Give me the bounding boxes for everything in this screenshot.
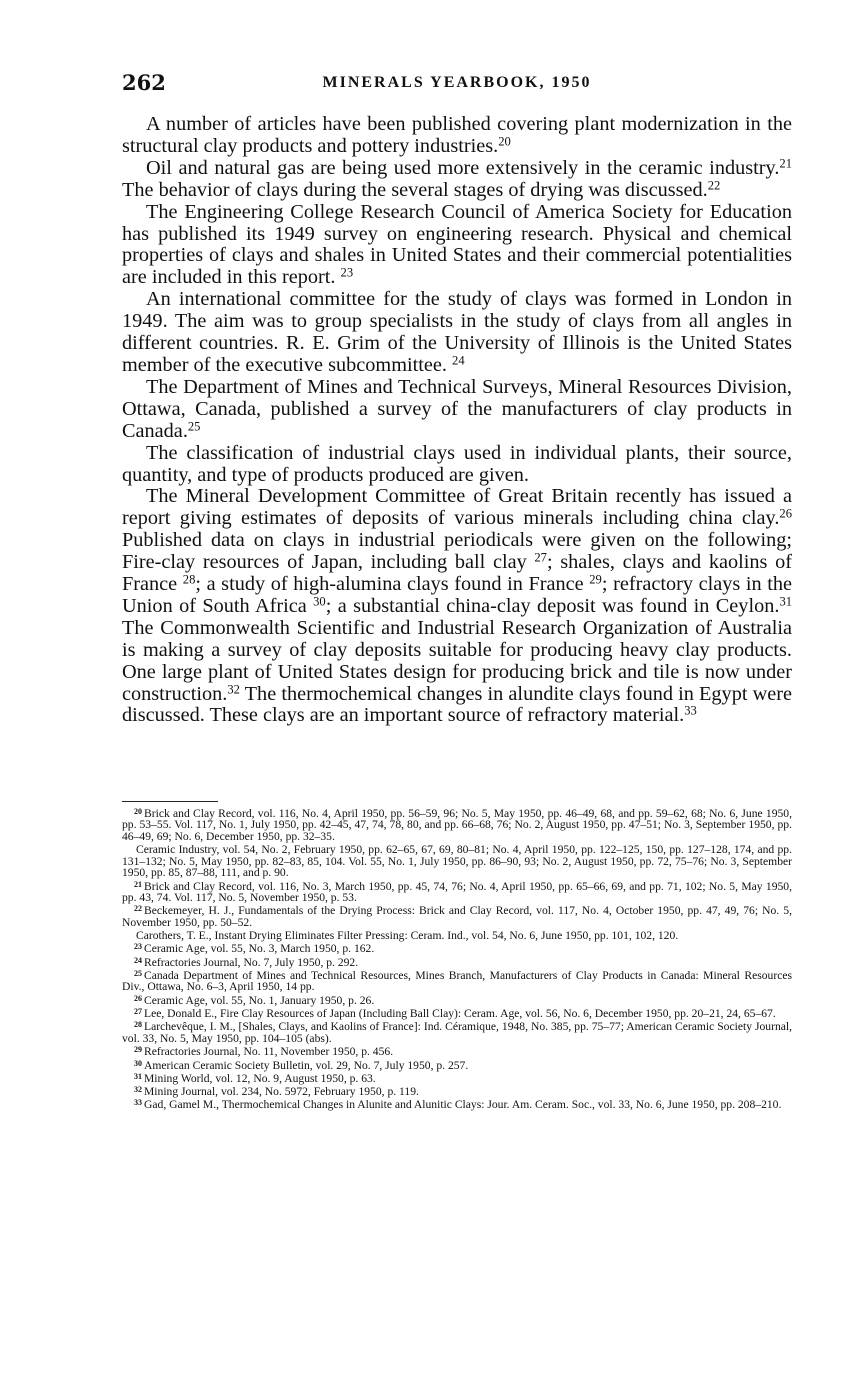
paragraph <box>122 202 792 290</box>
footnote-number: 25 <box>134 969 142 979</box>
paragraph <box>122 486 792 727</box>
footnote-ref: 20 <box>498 134 511 149</box>
footnote <box>122 1084 792 1097</box>
paragraph-text: The classification of industrial clays used in individual plants, their source, quantity, and type of products produced are given. <box>122 441 792 486</box>
footnote-ref: 25 <box>187 419 201 434</box>
footnote-ref: 29 <box>589 572 602 587</box>
paragraph-text: ; a substantial china-clay deposit was found in Ceylon. <box>325 594 780 617</box>
paragraph-text: A number of articles have been published covering plant modernization in the structural clay products and pottery industries. <box>122 113 792 157</box>
footnote <box>122 1058 792 1071</box>
running-header <box>122 70 792 98</box>
paragraph <box>122 158 792 202</box>
footnote-ref: 30 <box>313 594 326 609</box>
footnote <box>122 903 792 928</box>
footnote <box>122 806 792 842</box>
paragraph-text: The Department of Mines and Technical Surveys, Mineral Resources Division, Ottawa, Canada, published a survey of the manufacturers of clay products in Canada. <box>122 375 792 442</box>
footnote-ref: 21 <box>779 156 792 171</box>
footnote-number: 30 <box>134 1058 142 1068</box>
footnote-ref: 26 <box>779 507 792 522</box>
paragraph <box>122 377 792 443</box>
footnote-divider <box>122 801 218 802</box>
paragraph-text: The thermochemical changes in alundite clays found in Egypt were discussed. These clays are an important source of refractory material. <box>122 682 792 727</box>
paragraph-text: The Mineral Development Committee of Great Britain recently has issued a report giving estimates of deposits of various minerals including china clay. <box>122 485 792 530</box>
page-number: 262 <box>122 70 166 95</box>
paragraph <box>122 114 792 158</box>
footnote-number: 20 <box>134 807 142 816</box>
paragraph-text: Oil and natural gas are being used more extensively in the ceramic industry. <box>146 156 780 179</box>
footnote-number: 22 <box>134 904 142 914</box>
footnote-text: Ceramic Age, vol. 55, No. 1, January 1950, p. 26. <box>144 993 375 1007</box>
footnote <box>122 1097 792 1110</box>
footnote <box>122 1006 792 1019</box>
footnote-text: Brick and Clay Record, vol. 116, No. 3, March 1950, pp. 45, 74, 76; No. 4, April 1950, pp. 65–66, 69, and pp. 71, 102; No. 5, May 1950, pp. 43, 74. Vol. 117, No. 5, November 1950, p. 53. <box>122 879 792 904</box>
footnote-text: American Ceramic Society Bulletin, vol. 29, No. 7, July 1950, p. 257. <box>144 1058 469 1072</box>
footnote <box>122 993 792 1006</box>
footnote-text: Ceramic Age, vol. 55, No. 3, March 1950, p. 162. <box>144 942 375 956</box>
footnote-text: Canada Department of Mines and Technical Resources, Mines Branch, Manufacturers of Clay Products in Canada: Mineral Resources Div., Ottawa, No. 6–3, April 1950, 14 pp. <box>122 968 792 994</box>
footnote-number: 26 <box>134 993 142 1003</box>
footnote-number: 32 <box>134 1085 142 1095</box>
footnote-number: 29 <box>134 1045 142 1055</box>
page-title: MINERALS YEARBOOK, 1950 <box>322 74 592 91</box>
footnote-text: Gad, Gamel M., Thermochemical Changes in Alunite and Alunitic Clays: Jour. Am. Ceram. Soc., vol. 33, No. 6, June 1950, pp. 208–210. <box>144 1098 782 1112</box>
paragraph-text: The behavior of clays during the several stages of drying was discussed. <box>122 178 708 201</box>
footnote-number: 31 <box>134 1071 142 1081</box>
footnote-ref: 23 <box>340 266 354 281</box>
footnote <box>122 1044 792 1057</box>
footnote-text: Carothers, T. E., Instant Drying Eliminates Filter Pressing: Ceram. Ind., vol. 54, No. 6, June 1950, pp. 101, 102, 120. <box>136 928 679 942</box>
footnote <box>122 1019 792 1044</box>
paragraph-text: ; shales, clays and kaolins of France <box>122 551 792 596</box>
footnote <box>122 1071 792 1084</box>
body-text <box>122 114 792 727</box>
footnote-number: 27 <box>134 1007 142 1017</box>
footnote-ref: 27 <box>534 550 547 565</box>
footnote <box>122 842 792 878</box>
footnote-text: Brick and Clay Record, vol. 116, No. 4, April 1950, pp. 56–59, 96; No. 5, May 1950, pp. 46–49, 68, and pp. 59–62, 68; No. 6, June 1950, pp. 53–55. Vol. 117, No. 1, July 1950, pp. 42–45, 47, 74, 78, 80, and pp. 66–68, 76; No. 2, August 1950, pp. 47–51; No. 3, September 1950, pp. 46–49, 69; No. 6, December 1950, pp. 32–35. <box>122 806 792 843</box>
paragraph <box>122 289 792 377</box>
footnote-text: Ceramic Industry, vol. 54, No. 2, February 1950, pp. 62–65, 67, 69, 80–81; No. 4, April 1950, pp. 122–125, 150, pp. 127–128, 174, and pp. 131–132; No. 5, May 1950, pp. 82–83, 85, 104. Vol. 55, No. 1, July 1950, pp. 86–90, 93; No. 2, August 1950, pp. 72, 75–76; No. 3, September 1950, pp. 85, 87–88, 111, and p. 90. <box>122 843 792 880</box>
footnote-number: 33 <box>134 1098 142 1108</box>
footnote-text: Refractories Journal, No. 11, November 1950, p. 456. <box>144 1045 394 1059</box>
footnote-text: Larchevêque, I. M., [Shales, Clays, and Kaolins of France]: Ind. Céramique, 1948, No. 385, pp. 75–77; American Ceramic Society Journal, vol. 33, No. 5, May 1950, pp. 104–105 (abs). <box>122 1020 792 1045</box>
footnote <box>122 941 792 954</box>
paragraph <box>122 443 792 487</box>
footnote-ref: 28 <box>182 572 196 587</box>
footnote-text: Beckemeyer, H. J., Fundamentals of the Drying Process: Brick and Clay Record, vol. 117, No. 4, October 1950, pp. 47, 49, 76; No. 5, November 1950, pp. 50–52. <box>122 904 792 929</box>
paragraph-text: Published data on clays in industrial periodicals were given on the following; Fire-clay resources of Japan, including ball clay <box>122 529 792 574</box>
footnote <box>122 955 792 968</box>
footnote-number: 24 <box>134 955 142 965</box>
paragraph-text: The Engineering College Research Council of America Society for Education has published its 1949 survey on engineering research. Physical and chemical properties of clays and shales in United States and their commercial potentialities are included in this report. <box>122 200 792 289</box>
paragraph-text: The Commonwealth Scientific and Industrial Research Organization of Australia is making a survey of clay deposits suitable for producing heavy clay products. One large plant of United States design for producing brick and tile is now under construction. <box>122 616 792 705</box>
footnote-ref: 22 <box>707 178 721 193</box>
footnote-ref: 24 <box>452 353 465 368</box>
footnote-number: 21 <box>134 879 142 889</box>
footnote-number: 23 <box>134 942 142 952</box>
footnote-text: Refractories Journal, No. 7, July 1950, p. 292. <box>144 955 359 969</box>
footnote <box>122 928 792 941</box>
footnote-number: 28 <box>134 1020 142 1030</box>
paragraph-text: An international committee for the study of clays was formed in London in 1949. The aim was to group specialists in the study of clays from all angles in different countries. R. E. Grim of the University of Illinois is the United States member of the executive subcommittee. <box>122 288 792 376</box>
footnote <box>122 968 792 993</box>
footnote-ref: 33 <box>684 704 697 719</box>
footnote <box>122 879 792 904</box>
footnote-ref: 31 <box>779 594 793 609</box>
footnotes <box>122 806 792 1111</box>
paragraph-text: ; refractory clays in the Union of South Africa <box>122 573 793 617</box>
paragraph-text: ; a study of high-alumina clays found in France <box>195 573 590 596</box>
footnote-ref: 32 <box>227 682 240 697</box>
footnote-text: Mining Journal, vol. 234, No. 5972, February 1950, p. 119. <box>144 1084 419 1098</box>
footnote-text: Mining World, vol. 12, No. 9, August 1950, p. 63. <box>144 1071 376 1085</box>
footnote-text: Lee, Donald E., Fire Clay Resources of Japan (Including Ball Clay): Ceram. Age, vol. 56, No. 6, December 1950, pp. 20–21, 24, 65–67. <box>144 1006 776 1020</box>
